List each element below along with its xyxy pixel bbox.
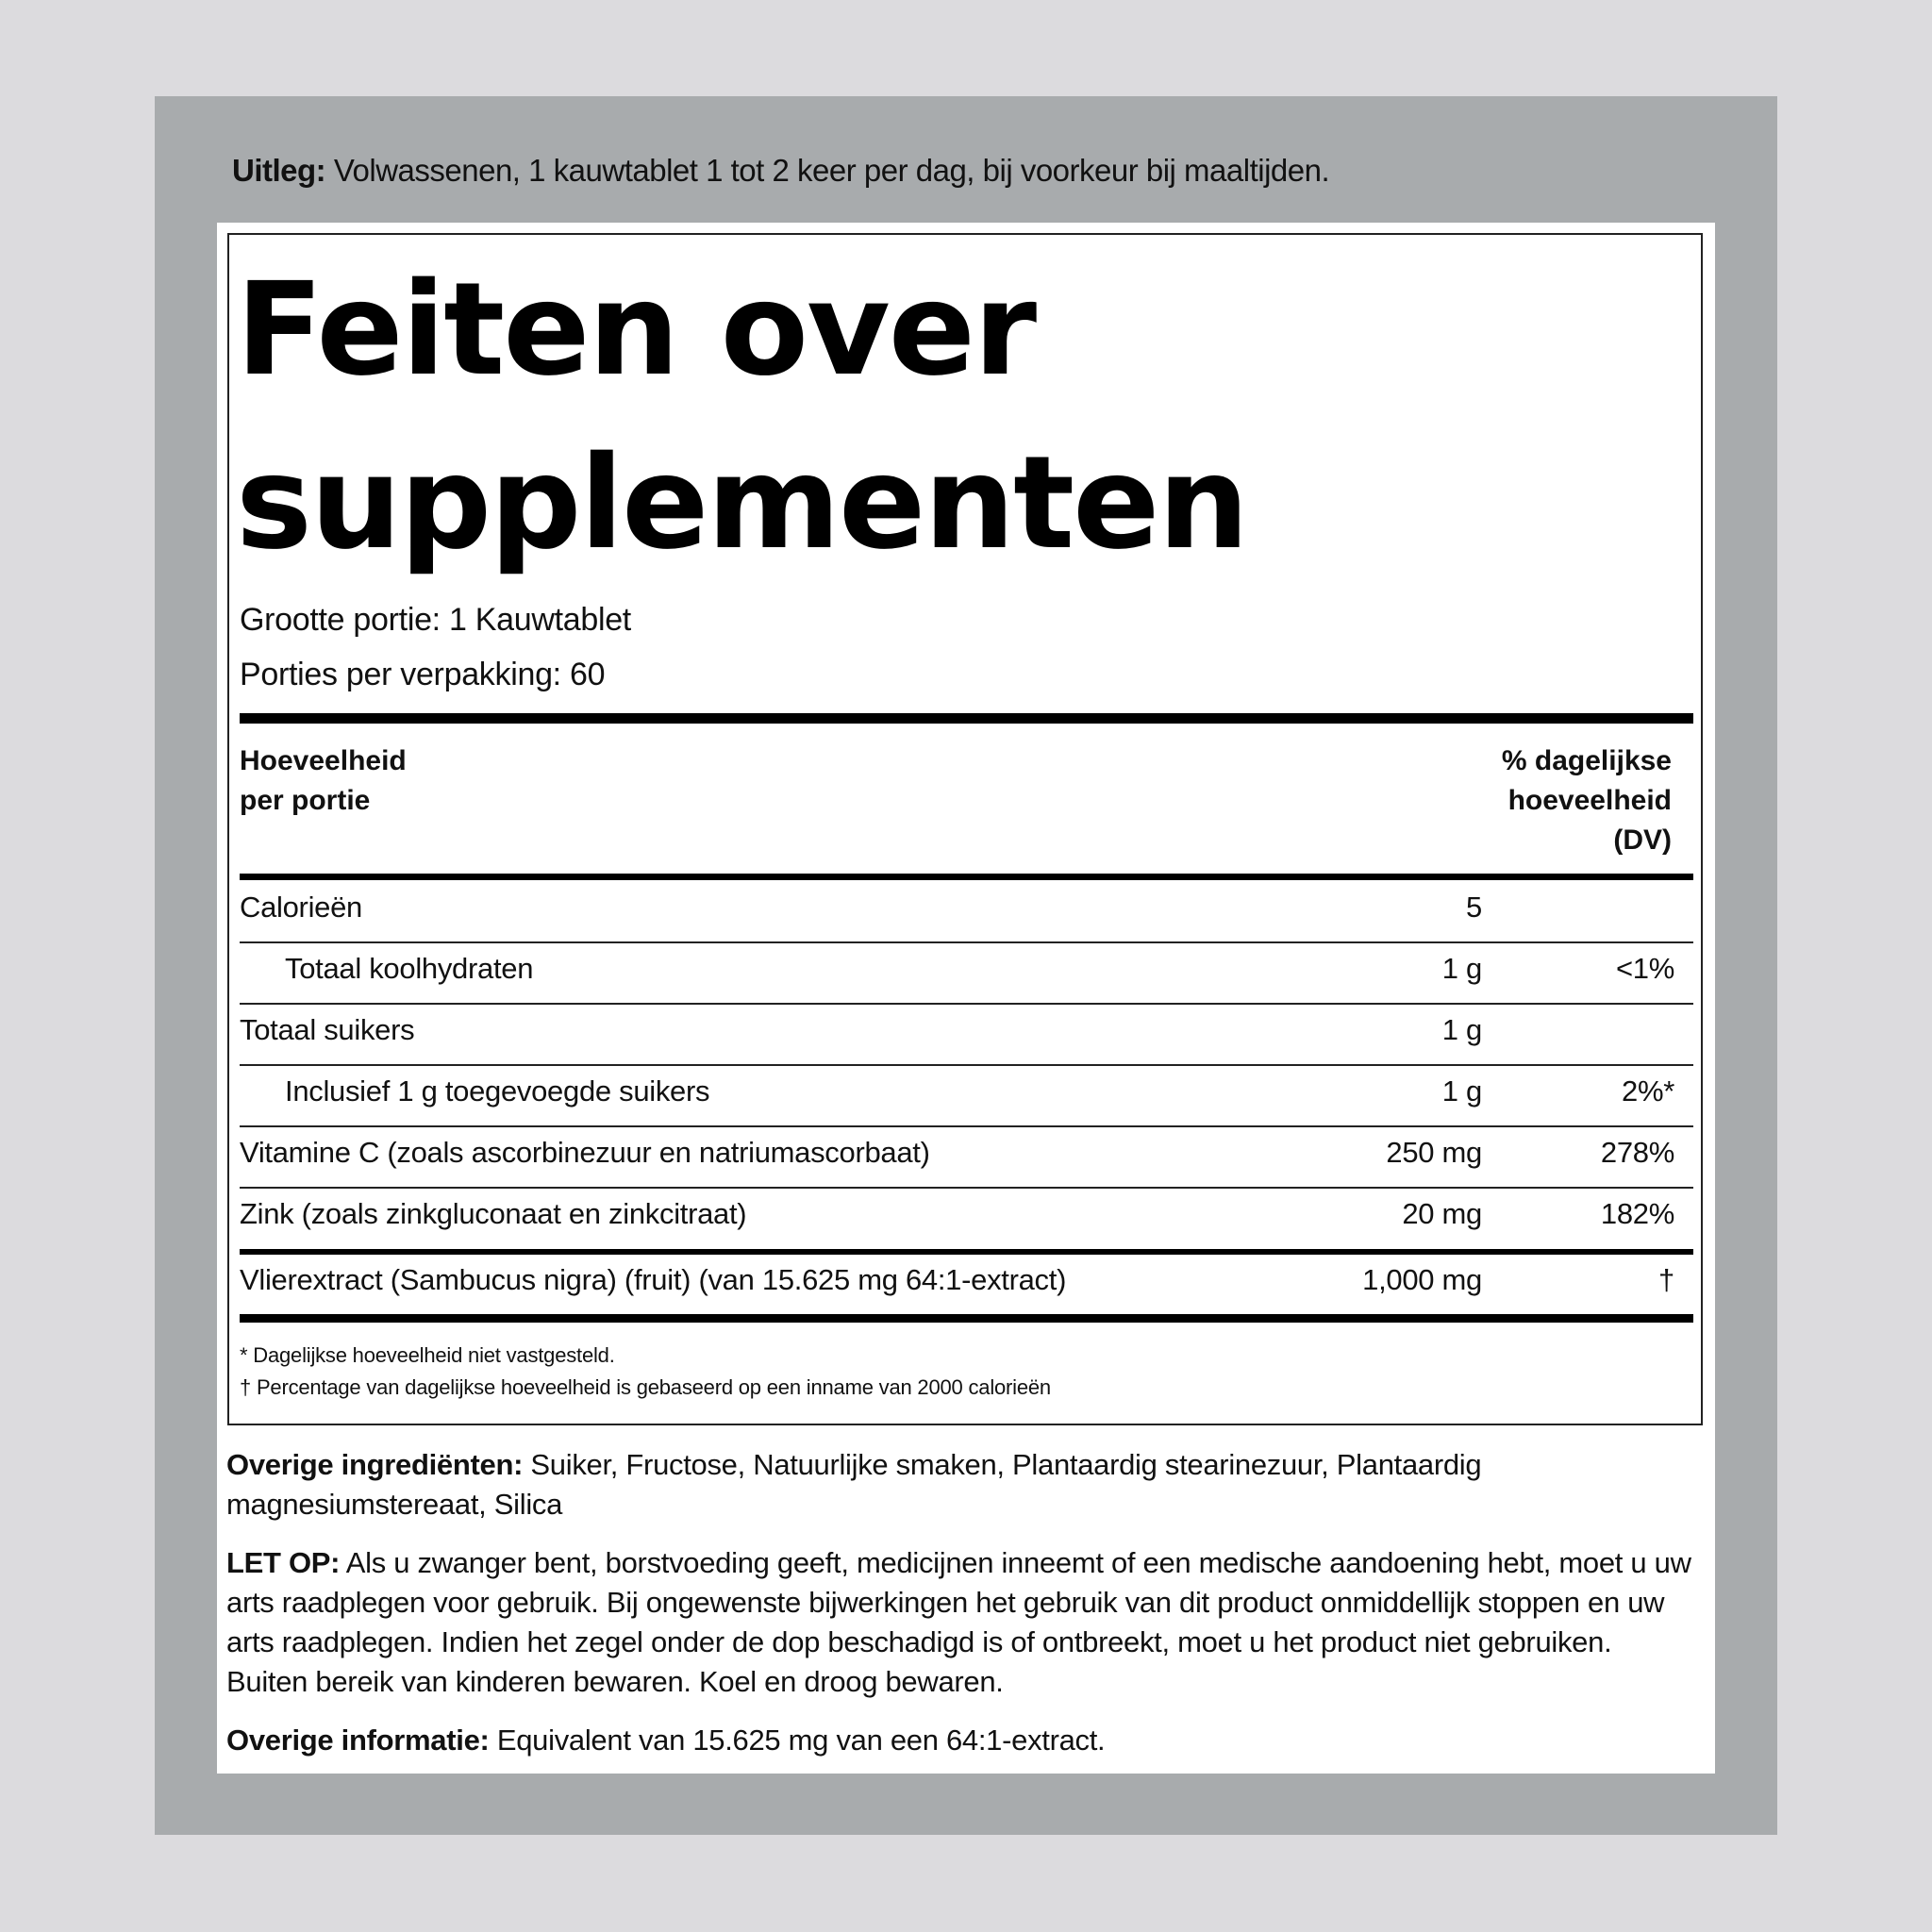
facts-title-line2: supplementen — [236, 429, 1248, 578]
nutrient-amount: 1 g — [1441, 952, 1482, 985]
facts-title — [236, 243, 1247, 591]
row-divider — [240, 941, 1693, 943]
nutrient-name: Zink (zoals zinkgluconaat en zinkcitraat) — [240, 1197, 747, 1230]
row-divider — [240, 1125, 1693, 1127]
other-ingredients-label: Overige ingrediënten: — [226, 1448, 524, 1481]
header-right-line3: (DV) — [1613, 824, 1672, 856]
thick-divider-bottom — [240, 1314, 1693, 1323]
row-divider — [240, 1003, 1693, 1005]
thick-divider-top — [240, 713, 1693, 724]
nutrient-name: Totaal suikers — [240, 1013, 415, 1046]
header-right-line1: % dagelijkse — [1501, 745, 1672, 776]
nutrient-name: Inclusief 1 g toegevoegde suikers — [285, 1074, 710, 1108]
other-information — [226, 1721, 1698, 1760]
table-row — [240, 891, 1674, 928]
table-row — [240, 1136, 1674, 1174]
table-row — [240, 1074, 1674, 1112]
thick-divider-header — [240, 874, 1693, 880]
nutrient-amount: 1 g — [1441, 1074, 1482, 1108]
nutrient-name: Vlierextract (Sambucus nigra) (fruit) (van 15.625 mg 64:1-extract) — [240, 1263, 1067, 1296]
nutrient-name: Vitamine C (zoals ascorbinezuur en natriumascorbaat) — [240, 1136, 930, 1169]
nutrient-amount: 20 mg — [1402, 1197, 1482, 1230]
amount-per-serving-header — [240, 741, 407, 821]
warning-label: LET OP: — [226, 1546, 341, 1579]
warning — [226, 1543, 1698, 1702]
table-row — [240, 1013, 1674, 1051]
nutrient-dv: <1% — [1615, 952, 1674, 985]
header-right-line2: hoeveelheid — [1507, 785, 1672, 816]
nutrient-amount: 250 mg — [1386, 1136, 1482, 1169]
nutrient-dv: 182% — [1600, 1197, 1674, 1230]
facts-title-line1: Feiten over — [236, 256, 1036, 405]
thick-divider-middle — [240, 1249, 1693, 1255]
directions-label: Uitleg: — [232, 153, 326, 188]
nutrient-dv: † — [1658, 1263, 1674, 1296]
header-left-line1: Hoeveelheid — [240, 745, 407, 776]
nutrient-dv: 2%* — [1622, 1074, 1674, 1108]
row-divider — [240, 1064, 1693, 1066]
other-ingredients-text: Suiker, Fructose, Natuurlijke smaken, Plantaardig stearinezuur, Plantaardig magnesiumstereaat, Silica — [226, 1448, 1482, 1521]
nutrient-name: Totaal koolhydraten — [285, 952, 534, 985]
table-row — [240, 1197, 1674, 1235]
serving-size: Grootte portie: 1 Kauwtablet — [240, 602, 631, 638]
other-information-label: Overige informatie: — [226, 1724, 490, 1757]
table-row — [240, 952, 1674, 990]
footnote-daily-value: * Dagelijkse hoeveelheid niet vastgesteld. — [240, 1343, 615, 1367]
directions — [232, 153, 1329, 189]
other-ingredients — [226, 1445, 1698, 1524]
servings-per-container: Porties per verpakking: 60 — [240, 657, 606, 692]
directions-text: Volwassenen, 1 kauwtablet 1 tot 2 keer per dag, bij voorkeur bij maaltijden. — [325, 153, 1330, 188]
nutrient-amount: 1,000 mg — [1362, 1263, 1482, 1296]
warning-text: Als u zwanger bent, borstvoeding geeft, medicijnen inneemt of een medische aandoening hebt, moet u uw arts raadplegen voor gebruik. Bij ongewenste bijwerkingen het gebruik van dit product onmiddellijk stoppen en uw arts raadplegen. Indien het zegel onder de dop beschadigd is of ontbreekt, moet u het product niet gebruiken. Buiten bereik van kinderen bewaren. Koel en droog bewaren. — [226, 1546, 1691, 1698]
table-row — [240, 1263, 1674, 1301]
nutrient-amount: 5 — [1466, 891, 1482, 924]
row-divider — [240, 1187, 1693, 1189]
other-information-text: Equivalent van 15.625 mg van een 64:1-extract. — [489, 1724, 1106, 1757]
header-left-line2: per portie — [240, 785, 371, 816]
footnote-percentage: † Percentage van dagelijkse hoeveelheid is gebaseerd op een inname van 2000 calorieën — [240, 1375, 1051, 1399]
daily-value-header — [1502, 741, 1672, 860]
nutrient-amount: 1 g — [1441, 1013, 1482, 1046]
nutrient-name: Calorieën — [240, 891, 362, 924]
nutrient-dv: 278% — [1600, 1136, 1674, 1169]
